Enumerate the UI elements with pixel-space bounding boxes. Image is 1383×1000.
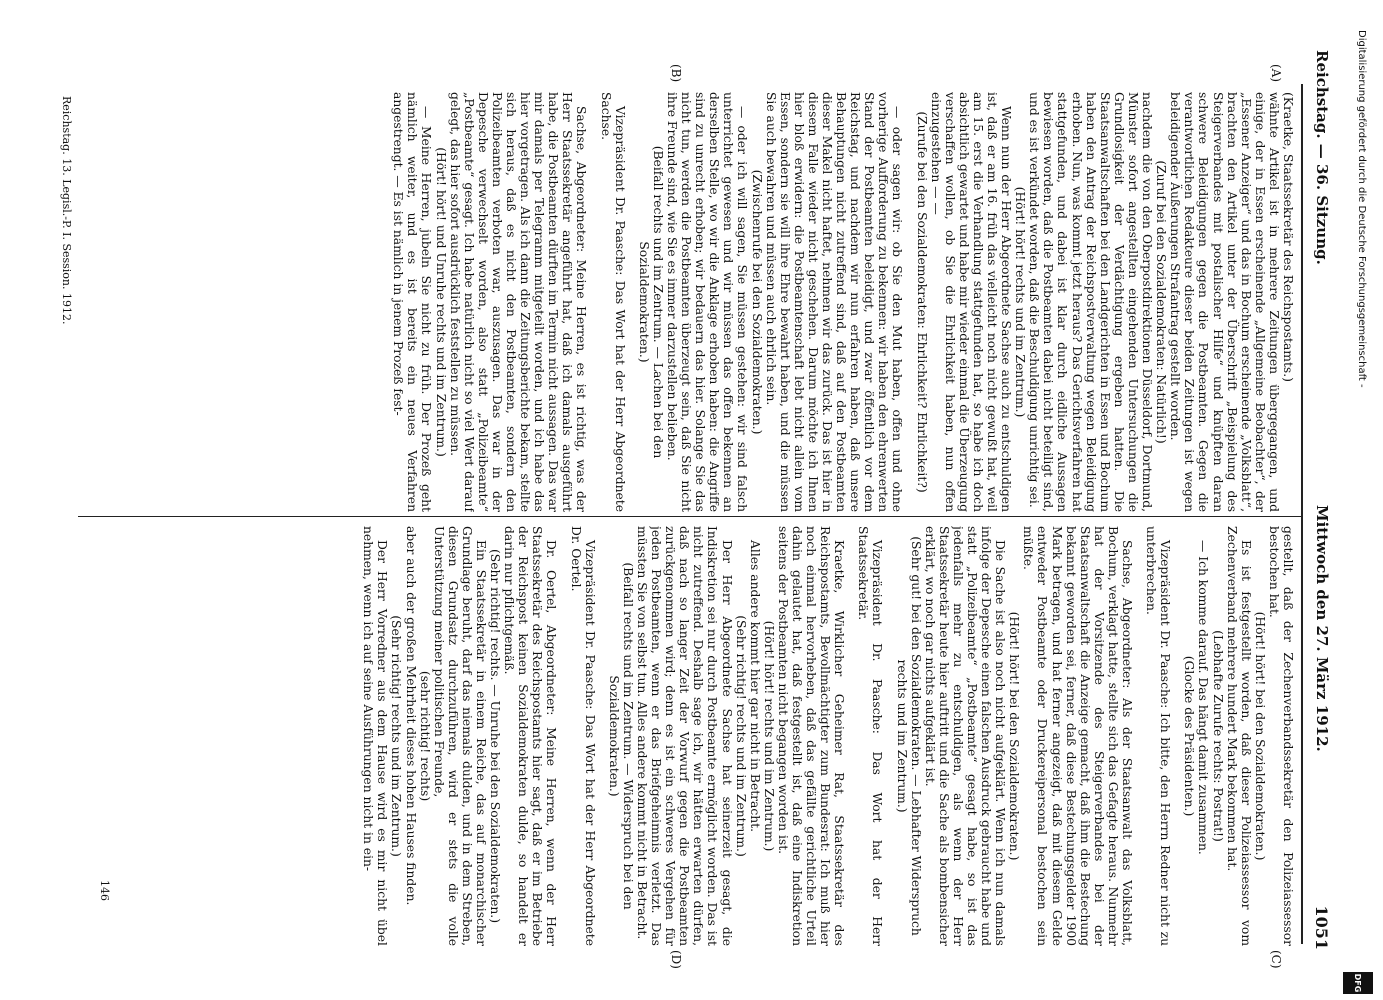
paragraph: (Hört! hört! bei den Sozialdemokraten.) bbox=[1252, 611, 1267, 861]
page-number: 1051 bbox=[1312, 905, 1331, 950]
paragraph: (Sehr richtig! rechts und im Zentrum.) bbox=[389, 615, 404, 857]
paragraph: — Ich komme darauf. Das hängt damit zusammen. bbox=[1196, 540, 1211, 855]
paragraph: (Hört! hört! bei den Sozialdemokraten.) bbox=[1007, 611, 1022, 861]
paragraph: — oder ich will sagen, Sie müssen gestehen: wir sind falsch unterrichtet gewesen und wir müssen das offen bekennen an derselben Stelle, wo wir die Anklage erhoben haben: die Angriffe sind zu unrecht erhoben; wir bedauern das hier. Solange Sie das nicht tun, werden die Postbeamten überzeugt sein, daß Sie nicht ihre Freunde sind, wie Sie es immer darzustellen belieben. bbox=[664, 92, 750, 512]
paragraph: Ein Staatssekretär in einem Reiche, das auf monarchischer Grundlage beruht, darf das niemals dulden, und in dem Streben, diesen Grundsatz durchzuführen, wird er stets die volle Unterstützung meiner politischen Freunde, bbox=[431, 526, 489, 946]
digitization-note: Digitalisierung gefördert durch die Deutsche Forschungsgemeinschaft - bbox=[1356, 30, 1367, 388]
paragraph: (Beifall rechts und im Zentrum. — Lachen bei den Sozialdemokraten.) bbox=[636, 145, 665, 459]
paragraph: Kraetke, Wirklicher Geheimer Rat, Staatssekretär des Reichspostamts, Bevollmächtigter zum Bundesrat: Ich muß hier noch einmal hervorheben, daß das gefällte gerichtliche Urteil dahin gelautet hat, daß festgestellt ist, daß eine Indiskretion seitens der Postbeamten nicht begangen worden ist. bbox=[775, 526, 847, 946]
paragraph: aber auch der großen Mehrheit dieses hohen Hauses finden. bbox=[403, 526, 418, 906]
column-divider bbox=[78, 516, 1303, 517]
paragraph: Alles andere kommt hier gar nicht in Betracht. bbox=[747, 540, 762, 833]
margin-mark-a: (A) bbox=[1269, 64, 1283, 83]
paragraph: (Sehr richtig! rechts und im Zentrum.) bbox=[733, 615, 748, 857]
paragraph: Vizepräsident Dr. Paasche: Das Wort hat der Herr Staatssekretär. bbox=[856, 526, 885, 946]
paragraph: Der Herr Vorredner aus dem Hause wird es mir nicht übel nehmen, wenn ich auf seine Ausführungen nicht in ein- bbox=[361, 526, 390, 946]
paragraph: Wenn nun der Herr Abgeordnete Sachse auch zu entschuldigen ist, daß er am 16. früh das vielleicht noch nicht gewußt hat, weil am 15. erst die Verhandlung stattgefunden hat, so habe ich doch absichtlich gewartet und habe mir wieder einmal die Überzeugung verschaffen wollen, ob Sie die Ehrlichkeit haben, nun offen einzugestehen — — bbox=[928, 92, 1014, 512]
page-signature: 146 bbox=[98, 880, 111, 901]
paragraph: (Hört! hört! und Unruhe rechts und im Zentrum.) bbox=[433, 147, 448, 457]
paragraph: (Hört! hört! rechts und im Zentrum.) bbox=[761, 620, 776, 852]
dfg-logo: DFG bbox=[1343, 972, 1373, 994]
paragraph: — oder sagen wir: ob Sie den Mut haben, offen und ohne vorherige Aufforderung zu bekennen: wir haben den ehrenwerten Stand der Postbeamten beleidigt, und zwar öffentlich vor dem Reichstag, und nachdem wir nun erfahren haben, daß unsere Behauptungen nicht zutreffend sind, daß auf den Postbeamten dieser Makel nicht haftet, nehmen wir das zurück. Das ist hier in diesem Falle wieder nicht geschehen. Darum möchte ich Ihnen hier bloß erwidern: die Postbeamtenschaft lebt nicht allein vom Essen, sondern sie will ihre Ehre bewahrt haben, und die müssen Sie auch bewahren und müssen auch ehrlich sein. bbox=[763, 92, 905, 512]
paragraph: Die Sache ist also noch nicht aufgeklärt. Wenn ich nun damals infolge der Depesche einen falschen Ausdruck gebraucht habe und statt „Polizeibeamte“ „Postbeamte“ gesagt habe, so ist das jedenfalls mehr zu entschuldigen, als wenn der Herr Staatssekretär heute hier auftritt und die Sache als bombensicher erklärt, wo noch gar nichts aufgeklärt ist. bbox=[922, 526, 1008, 946]
page-header bbox=[1309, 50, 1331, 950]
paragraph: — Meine Herren, jubeln Sie nicht zu früh. Der Prozeß geht nämlich weiter, und es ist bereits ein neues Verfahren angestrengt. — Es ist nämlich in jenem Prozeß fest- bbox=[391, 92, 434, 512]
paragraph: (Glocke des Präsidenten.) bbox=[1182, 655, 1197, 817]
margin-mark-d: (D) bbox=[669, 950, 683, 969]
paragraph: Vizepräsident Dr. Paasche: Das Wort hat der Herr Abgeordnete Sachse. bbox=[598, 92, 627, 512]
paragraph: (Hört! hört! rechts und im Zentrum.) bbox=[1013, 186, 1028, 418]
margin-mark-c: (C) bbox=[1269, 950, 1283, 969]
paragraph: Dr. Oertel, Abgeordneter: Meine Herren, wenn der Herr Staatssekretär des Reichspostamts hier sagt, daß er im Betriebe der Reichspost keinen Sozialdemokraten dulde, so handelt er darin nur pflichtgemäß. bbox=[502, 526, 559, 946]
paragraph: gestellt, daß der Zechenverbandssekretär den Polizeiassessor bestochen hat. bbox=[1266, 526, 1295, 946]
header-center: Mittwoch den 27. März 1912. bbox=[1313, 505, 1331, 752]
paragraph: (Sehr richtig! rechts. — Unruhe bei den Sozialdemokraten.) bbox=[488, 548, 503, 924]
left-column bbox=[75, 92, 1295, 512]
paragraph: (Zuruf bei den Sozialdemokraten: Natürlich!) bbox=[1154, 160, 1169, 444]
paragraph: Sachse, Abgeordneter: Als der Staatsanwalt das Volksblatt, Bochum, verklagt hatte, stellte sich das Gefagte heraus. Nunmehr hat der Vorsitzende des Steigerverbandes bei der Staatsanwaltschaft die Anzeige gemacht, daß ihm die Bestechung bekannt geworden sei, ferner, daß diese Bestechungsgelder 1900 Mark betragen, und hat ferner angezeigt, daß mit diesem Gelde entweder Postbeamte oder Druckereipersonal bestochen sein müßte. bbox=[1021, 526, 1135, 946]
paragraph: (Sehr gut! bei den Sozialdemokraten. — Lebhafter Widerspruch rechts und im Zentrum.) bbox=[894, 536, 923, 936]
paragraph: Es ist festgestellt worden, daß dieser Polizeiassessor vom Zechenverband mehrere hundert Mark bekommen hat. bbox=[1224, 526, 1253, 946]
paragraph: Vizepräsident Dr. Paasche: Das Wort hat der Herr Abgeordnete Dr. Oertel. bbox=[568, 526, 597, 946]
header-left: Reichstag. — 36. Sitzung. bbox=[1313, 50, 1331, 265]
footer: Reichstag. 13. Legisl.-P. I. Session. 1912. bbox=[60, 96, 73, 325]
paragraph: (Lebhafte Zurufe rechts: Postrat!) bbox=[1210, 630, 1225, 842]
right-column bbox=[75, 526, 1295, 946]
paragraph: (sehr richtig! rechts) bbox=[417, 670, 432, 802]
paragraph: wähnte Artikel ist in mehrere Zeitungen übergegangen, und einige, der in Essen erscheinende „Allgemeine Beobachter“, der „Essener Anzeiger“ und das in Bochum erscheinende „Volksblatt“, brachten den Artikel unter der Überschrift „Beispielung des Steigerverbandes mit postalischer Hilfe“ und knüpften daran schwere Beleidigungen gegen die Postbeamten. Gegen die verantwortlichen Redakteure dieser beiden Zeitungen ist wegen beleidigender Äußerungen Strafantrag gestellt worden. bbox=[1168, 92, 1281, 512]
header-rule bbox=[1301, 84, 1303, 944]
paragraph: Sachse, Abgeordneter: Meine Herren, es ist richtig, was der Herr Staatssekretär angeführt hat, daß ich damals ausgeführt habe, die Postbeamten dürften im Termin nicht aussagen. Das war mir damals per Telegramm mitgeteilt worden, und ich habe das hier vorgetragen. Als ich dann die Zeitungsberichte bekam, stellte sich heraus, daß es nicht den Postbeamten, sondern den Polizeibeamten verboten war, auszusagen. Das war in der Depesche verwechselt worden, also statt „Polizeibeamte“ „Postbeamte“ gesagt. Ich habe natürlich nicht so viel Wert darauf gelegt, das hier sofort ausdrücklich feststellen zu müssen. bbox=[447, 92, 589, 512]
paragraph: Vizepräsident Dr. Paasche: Ich bitte, den Herrn Redner nicht zu unterbrechen. bbox=[1144, 526, 1173, 946]
margin-mark-b: (B) bbox=[669, 64, 683, 83]
paragraph: nachdem die von den Oberpostdirektionen Düsseldorf, Dortmund, Münster sofort angestellten eingehenden Untersuchungen die Grundlosigkeit der Verdächtigung ergeben hatten. Die Staatsanwaltschaften bei den Landgerichten in Essen und Bochum haben den Antrag der Reichspostverwaltung wegen Beleidigung erhoben. Nun, was kommt jetzt heraus? Das Gerichtsverfahren hat stattgefunden, und dabei ist klar durch eidliche Aussagen bewiesen worden, daß die Postbeamten dabei nicht beteiligt sind, und es ist verkündet worden, daß die Beschuldigung unrichtig sei. bbox=[1027, 92, 1155, 512]
paragraph: (Beifall rechts und im Zentrum. — Widerspruch bei den Sozialdemokraten.) bbox=[606, 562, 635, 910]
paragraph: (Kraetke, Staatssekretär des Reichspostamts.) bbox=[1281, 92, 1295, 382]
paragraph: (Zurufe bei den Sozialdemokraten: Ehrlichkeit? Ehrlichkeit?) bbox=[914, 111, 929, 493]
paragraph: Der Herr Abgeordnete Sachse hat seinerzeit gesagt, die Indiskretion sei nur durch Postbeamte ermöglicht worden. Das ist nicht zutreffend. Deshalb sage ich, wir hätten erwarten dürfen, daß nach so langer Zeit der Vorwurf gegen die Postbeamten zurückgenommen wird; denn es ist ein schweres Vergehen für jeden Postbeamten, wenn er das Briefgeheimnis verletzt. Das müssten Sie von selbst tun. Alles andere kommt nicht in Betracht. bbox=[634, 526, 734, 946]
paragraph: (Zwischenrufe bei den Sozialdemokraten.) bbox=[749, 169, 764, 435]
